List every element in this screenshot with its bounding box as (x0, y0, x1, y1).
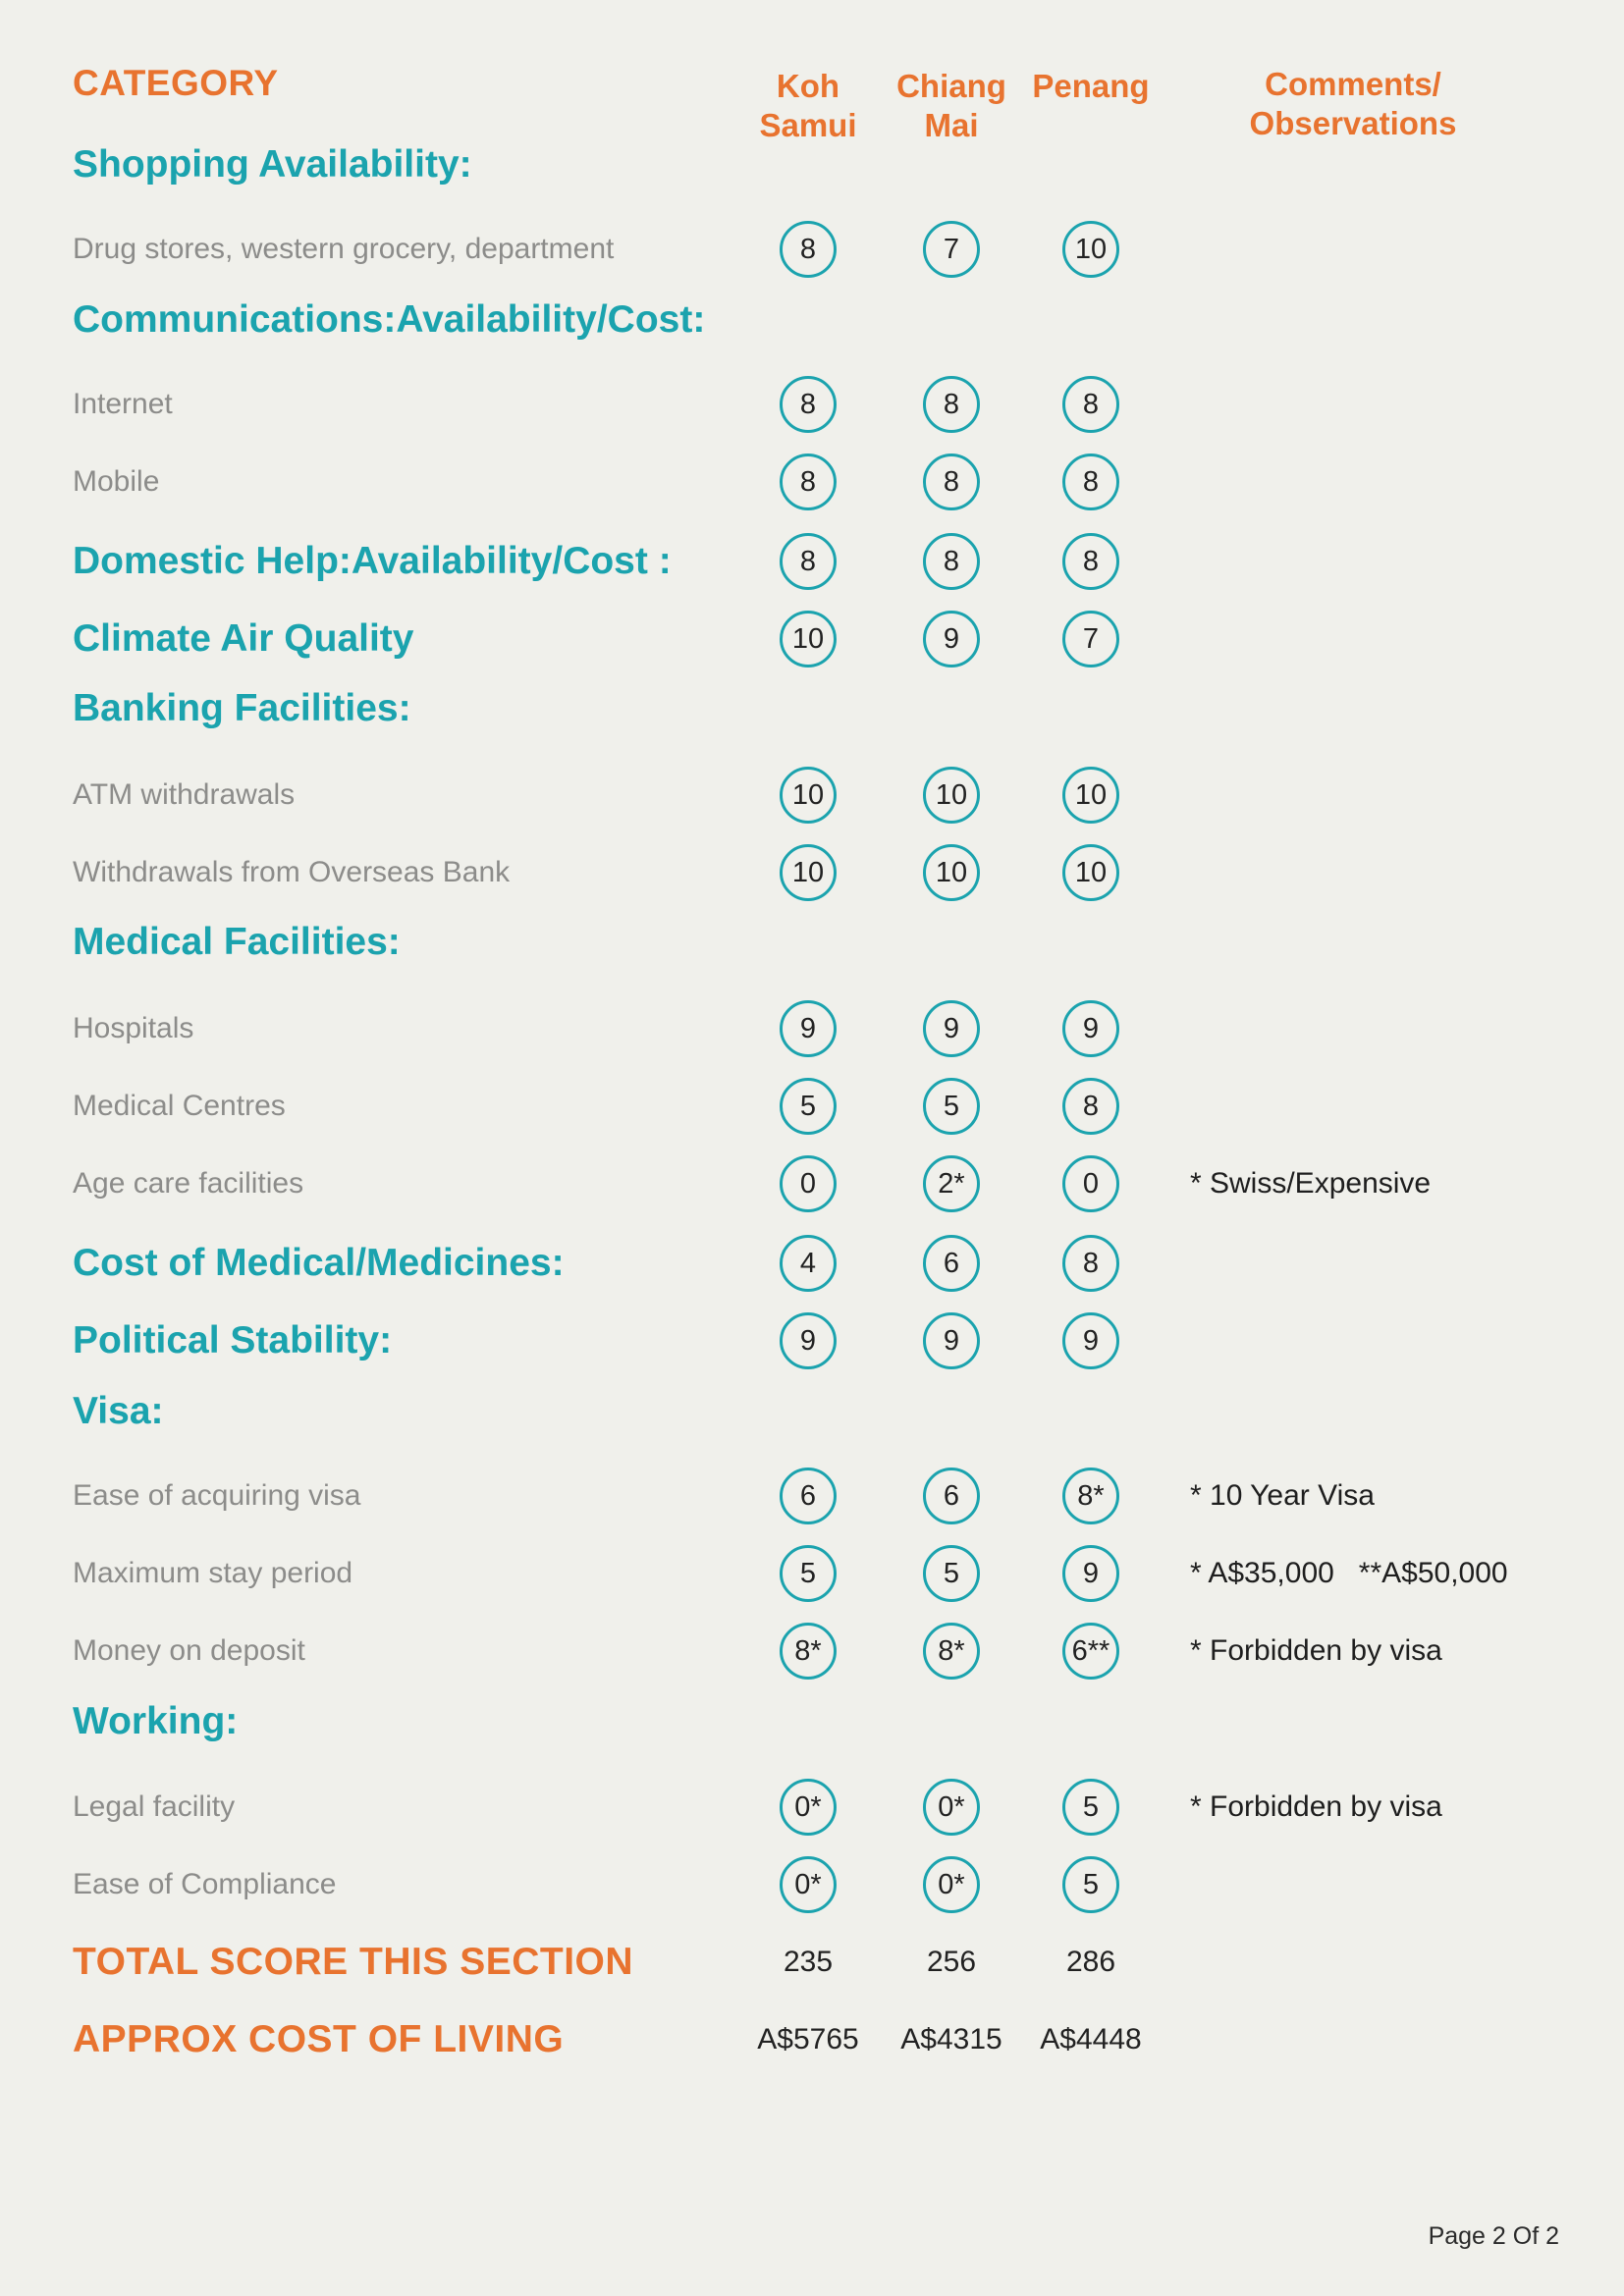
score-circle: 8 (780, 533, 837, 590)
item-label: Ease of acquiring visa (73, 1479, 361, 1512)
score-circle: 8 (780, 376, 837, 433)
item-label: Money on deposit (73, 1634, 305, 1667)
total-value: 235 (783, 1946, 834, 1978)
score-circle: 4 (780, 1235, 837, 1292)
score-circle: 9 (1062, 1000, 1119, 1057)
score-circle: 9 (780, 1312, 837, 1369)
item-row (0, 1616, 1624, 1686)
score-circle: 9 (923, 1312, 980, 1369)
comment-text: * Swiss/Expensive (1190, 1167, 1432, 1200)
score-circle: 5 (780, 1545, 837, 1602)
section-title: Medical Facilities: (73, 921, 401, 963)
section-row (0, 1376, 1624, 1447)
column-header-line: Comments/ (1265, 66, 1441, 102)
score-circle: 7 (923, 221, 980, 278)
section-title: Cost of Medical/Medicines: (73, 1242, 565, 1284)
score-circle: 9 (923, 611, 980, 667)
section-title: Working: (73, 1700, 239, 1742)
score-circle: 5 (1062, 1779, 1119, 1836)
score-circle: 5 (923, 1545, 980, 1602)
score-circle: 0* (780, 1856, 837, 1913)
score-circle: 10 (780, 611, 837, 667)
item-row (0, 1849, 1624, 1920)
item-row (0, 214, 1624, 285)
score-circle: 9 (1062, 1545, 1119, 1602)
score-circle: 10 (1062, 767, 1119, 824)
total-row (0, 1927, 1624, 1998)
section-title: Visa: (73, 1390, 164, 1432)
section-row (0, 604, 1624, 674)
score-circle: 7 (1062, 611, 1119, 667)
score-circle: 5 (1062, 1856, 1119, 1913)
item-label: Age care facilities (73, 1167, 304, 1200)
total-label: APPROX COST OF LIVING (73, 2018, 565, 2060)
score-circle: 8 (1062, 1078, 1119, 1135)
section-title: Political Stability: (73, 1319, 393, 1362)
score-circle: 10 (780, 767, 837, 824)
category-header: CATEGORY (73, 63, 279, 103)
item-row (0, 1071, 1624, 1142)
item-label: Internet (73, 388, 173, 420)
total-row (0, 2004, 1624, 2075)
score-circle: 6 (923, 1468, 980, 1524)
score-circle: 8 (923, 533, 980, 590)
section-title: Shopping Availability: (73, 143, 472, 186)
comment-text: * A$35,000 **A$50,000 (1190, 1557, 1508, 1589)
total-value: A$5765 (757, 2023, 859, 2056)
item-label: Drug stores, western grocery, department (73, 233, 615, 265)
score-circle: 5 (923, 1078, 980, 1135)
section-title: Climate Air Quality (73, 617, 414, 660)
score-circle: 0* (780, 1779, 837, 1836)
score-circle: 8 (1062, 454, 1119, 510)
score-circle: 0* (923, 1856, 980, 1913)
item-label: Mobile (73, 465, 160, 498)
column-header-line: Koh (776, 68, 840, 104)
score-circle: 2* (923, 1155, 980, 1212)
column-header-line: Chiang (896, 68, 1006, 104)
item-row (0, 447, 1624, 517)
score-circle: 5 (780, 1078, 837, 1135)
score-circle: 6** (1062, 1623, 1119, 1680)
total-value: 286 (1065, 1946, 1116, 1978)
item-row (0, 993, 1624, 1064)
section-row (0, 526, 1624, 597)
section-title: Banking Facilities: (73, 687, 411, 729)
score-circle: 0 (1062, 1155, 1119, 1212)
score-circle: 8 (1062, 376, 1119, 433)
score-circle: 0 (780, 1155, 837, 1212)
score-circle: 8 (780, 454, 837, 510)
score-circle: 8* (923, 1623, 980, 1680)
section-row (0, 285, 1624, 355)
score-circle: 10 (1062, 221, 1119, 278)
section-row (0, 130, 1624, 200)
page-number: Page 2 Of 2 (1428, 2222, 1559, 2250)
column-header-line: Samui (759, 107, 857, 143)
score-circle: 9 (1062, 1312, 1119, 1369)
section-title: Domestic Help:Availability/Cost : (73, 540, 672, 582)
score-circle: 0* (923, 1779, 980, 1836)
item-row (0, 1148, 1624, 1219)
score-circle: 8 (923, 454, 980, 510)
score-circle: 6 (923, 1235, 980, 1292)
item-label: Ease of Compliance (73, 1868, 337, 1900)
score-circle: 9 (780, 1000, 837, 1057)
item-row (0, 1772, 1624, 1842)
total-label: TOTAL SCORE THIS SECTION (73, 1941, 634, 1983)
item-row (0, 1538, 1624, 1609)
score-circle: 8* (780, 1623, 837, 1680)
item-label: Medical Centres (73, 1090, 286, 1122)
item-label: Withdrawals from Overseas Bank (73, 856, 511, 888)
total-value: A$4448 (1040, 2023, 1142, 2056)
section-row (0, 673, 1624, 744)
total-value: A$4315 (900, 2023, 1002, 2056)
score-circle: 8 (1062, 1235, 1119, 1292)
section-row (0, 1306, 1624, 1376)
score-circle: 10 (1062, 844, 1119, 901)
score-circle: 10 (780, 844, 837, 901)
score-circle: 10 (923, 767, 980, 824)
item-row (0, 837, 1624, 908)
item-row (0, 369, 1624, 440)
score-circle: 8 (1062, 533, 1119, 590)
comment-text: * Forbidden by visa (1190, 1790, 1442, 1823)
score-circle: 6 (780, 1468, 837, 1524)
score-circle: 8* (1062, 1468, 1119, 1524)
item-row (0, 760, 1624, 830)
item-label: Legal facility (73, 1790, 236, 1823)
column-header-line: Penang (1032, 68, 1150, 104)
column-header-line: Observations (1249, 105, 1457, 141)
column-header-penang (983, 67, 1199, 106)
item-label: Maximum stay period (73, 1557, 353, 1589)
item-label: Hospitals (73, 1012, 194, 1044)
score-circle: 8 (923, 376, 980, 433)
section-row (0, 907, 1624, 978)
comment-text: * 10 Year Visa (1190, 1479, 1375, 1512)
section-title: Communications:Availability/Cost: (73, 298, 706, 341)
score-circle: 8 (780, 221, 837, 278)
item-label: ATM withdrawals (73, 778, 296, 811)
total-value: 256 (926, 1946, 977, 1978)
score-circle: 10 (923, 844, 980, 901)
comment-text: * Forbidden by visa (1190, 1634, 1442, 1667)
score-circle: 9 (923, 1000, 980, 1057)
column-header-line: Mai (924, 107, 979, 143)
item-row (0, 1461, 1624, 1531)
section-row (0, 1228, 1624, 1299)
section-row (0, 1686, 1624, 1757)
